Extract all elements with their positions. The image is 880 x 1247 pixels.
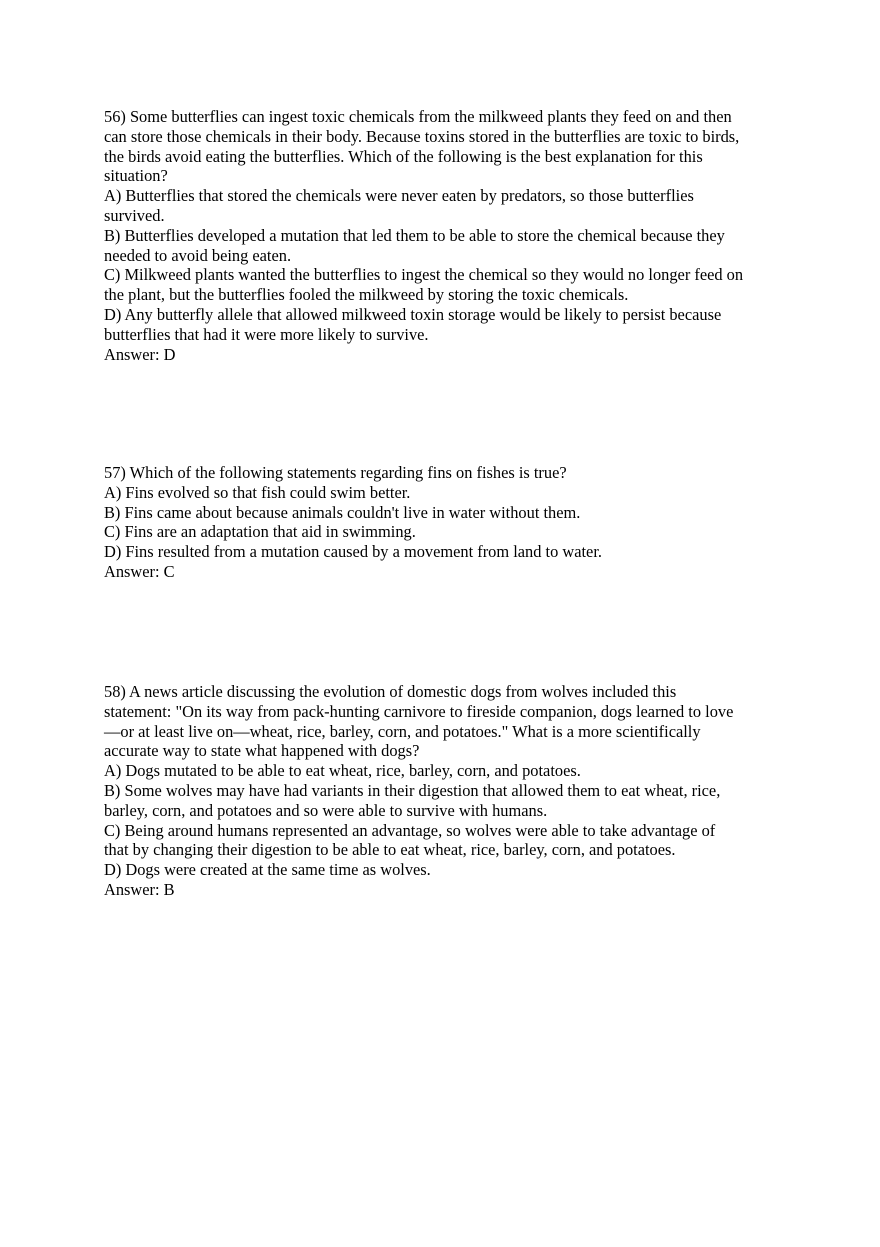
answer-line: Answer: C xyxy=(104,561,175,581)
question-stem-line: 57) Which of the following statements regarding fins on fishes is true? xyxy=(104,463,567,482)
option-line: A) Fins evolved so that fish could swim better. xyxy=(104,482,411,502)
question-stem-line: —or at least live on—wheat, rice, barley, corn, and potatoes." What is a more scientifically xyxy=(104,721,701,741)
option-line: B) Fins came about because animals couldn't live in water without them. xyxy=(104,502,581,522)
option-line: needed to avoid being eaten. xyxy=(104,245,292,265)
option-line: survived. xyxy=(104,205,165,225)
option-line: D) Dogs were created at the same time as wolves. xyxy=(104,860,431,880)
option-line: B) Butterflies developed a mutation that led them to be able to store the chemical because they xyxy=(104,225,725,245)
answer-line: Answer: D xyxy=(104,344,176,364)
question-stem-line: situation? xyxy=(104,166,168,186)
option-line: D) Any butterfly allele that allowed milkweed toxin storage would be likely to persist because xyxy=(104,304,722,324)
option-line: C) Milkweed plants wanted the butterflies to ingest the chemical so they would no longer feed on xyxy=(104,265,744,285)
option-line: C) Fins are an adaptation that aid in swimming. xyxy=(104,522,416,542)
option-line: butterflies that had it were more likely to survive. xyxy=(104,324,429,344)
option-line: that by changing their digestion to be able to eat wheat, rice, barley, corn, and potatoes. xyxy=(104,840,676,860)
option-line: D) Fins resulted from a mutation caused by a movement from land to water. xyxy=(104,542,602,562)
option-line: B) Some wolves may have had variants in their digestion that allowed them to eat wheat, rice, xyxy=(104,780,721,800)
question-58 xyxy=(104,682,784,900)
option-line: A) Dogs mutated to be able to eat wheat, rice, barley, corn, and potatoes. xyxy=(104,761,581,781)
option-line: barley, corn, and potatoes and so were able to survive with humans. xyxy=(104,800,548,820)
question-57 xyxy=(104,463,784,582)
question-stem-line: accurate way to state what happened with dogs? xyxy=(104,741,420,761)
option-line: the plant, but the butterflies fooled the milkweed by storing the toxic chemicals. xyxy=(104,285,629,305)
option-line: A) Butterflies that stored the chemicals were never eaten by predators, so those butterflies xyxy=(104,186,694,206)
question-stem-line: can store those chemicals in their body. Because toxins stored in the butterflies are toxic to birds, xyxy=(104,126,740,146)
option-line: C) Being around humans represented an advantage, so wolves were able to take advantage of xyxy=(104,820,716,840)
question-stem-line: the birds avoid eating the butterflies. Which of the following is the best explanation for this xyxy=(104,146,703,166)
question-stem-line: 58) A news article discussing the evolution of domestic dogs from wolves included this xyxy=(104,682,677,701)
question-56 xyxy=(104,107,784,364)
answer-line: Answer: B xyxy=(104,879,175,899)
question-stem-line: 56) Some butterflies can ingest toxic chemicals from the milkweed plants they feed on and then xyxy=(104,107,732,126)
question-stem-line: statement: "On its way from pack-hunting carnivore to fireside companion, dogs learned to love xyxy=(104,701,734,721)
